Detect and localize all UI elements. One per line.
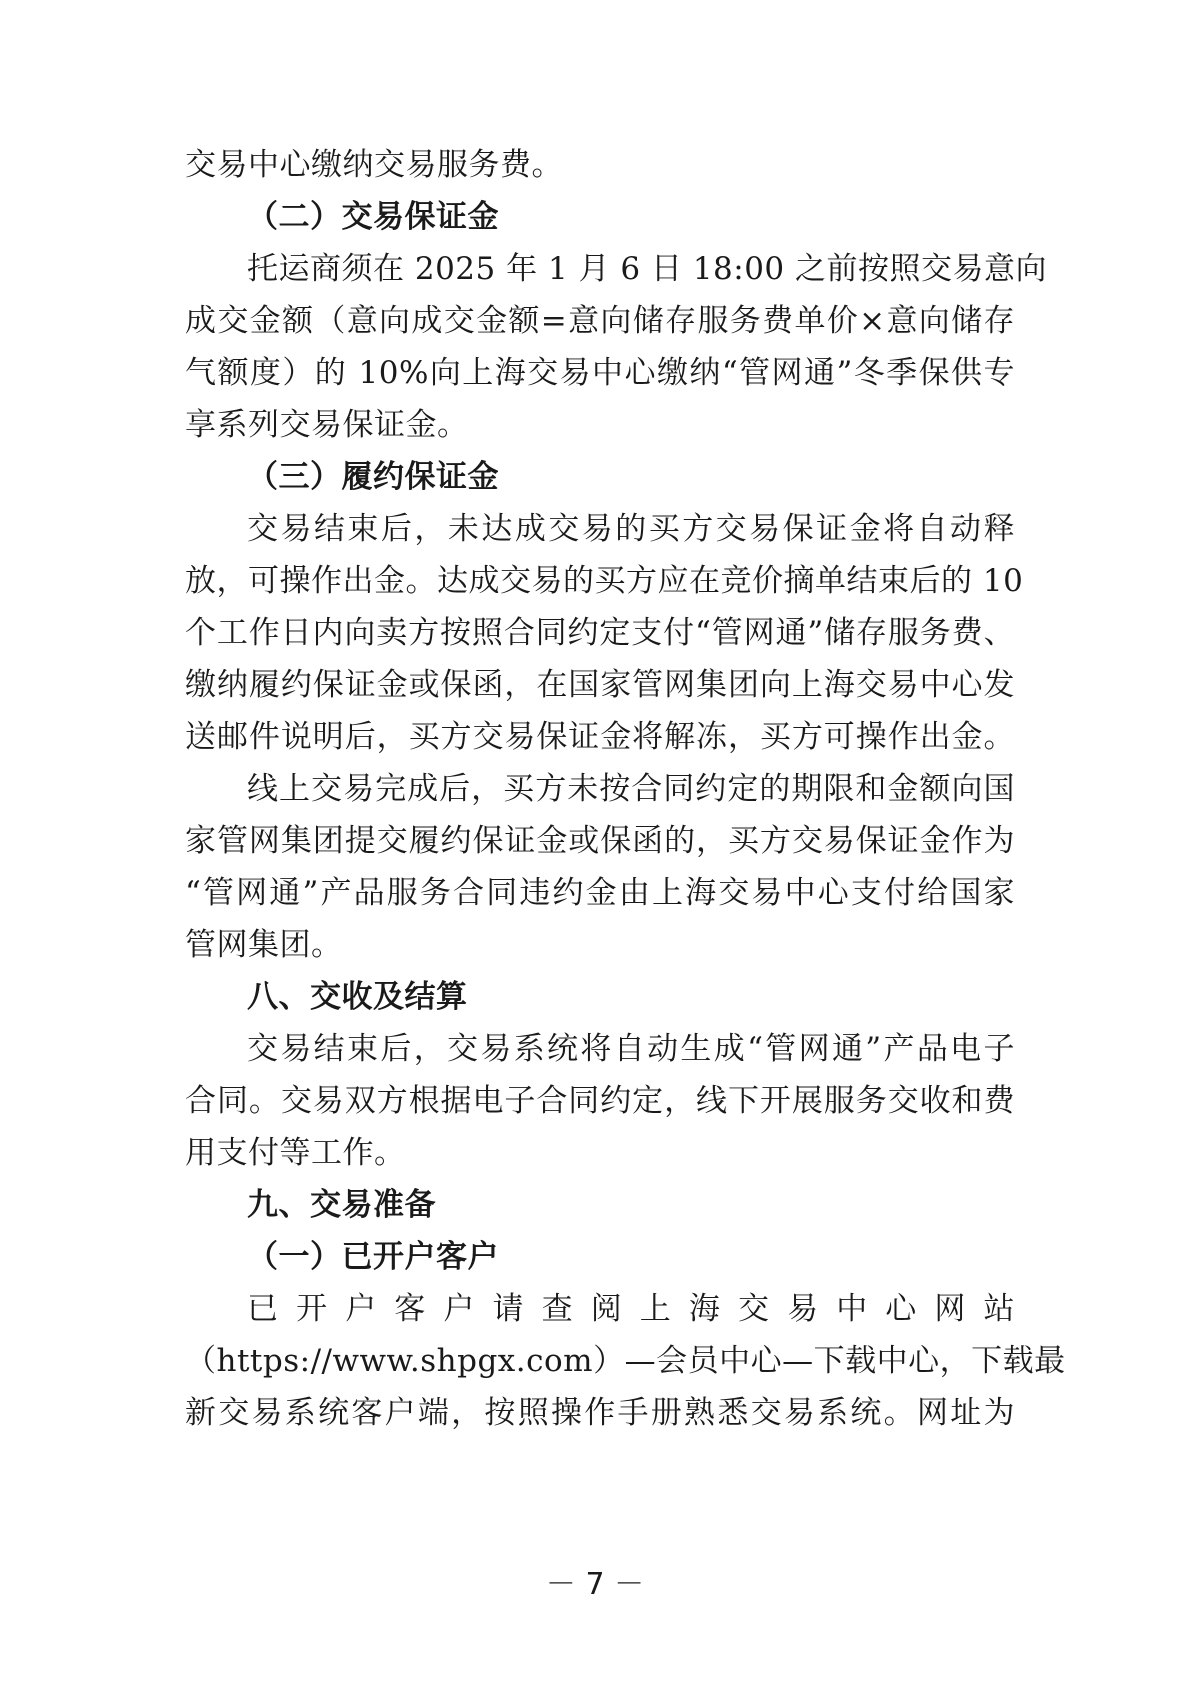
paragraph-line: 交易结束后，未达成交易的买方交易保证金将自动释 [247, 511, 1015, 547]
paragraph-line: 托运商须在 2025 年 1 月 6 日 18:00 之前按照交易意向 [247, 251, 1048, 287]
paragraph-line: 成交金额（意向成交金额=意向储存服务费单价×意向储存 [185, 303, 1015, 339]
paragraph-line: 管网集团。 [185, 927, 343, 963]
paragraph-line: 交易中心缴纳交易服务费。 [185, 147, 563, 183]
paragraph-line: 家管网集团提交履约保证金或保函的，买方交易保证金作为 [185, 823, 1015, 859]
paragraph-line: 缴纳履约保证金或保函，在国家管网集团向上海交易中心发 [185, 667, 1015, 703]
paragraph-line: “管网通”产品服务合同违约金由上海交易中心支付给国家 [185, 875, 1015, 911]
page-number: － 7 － [545, 1567, 645, 1602]
section-heading-delivery-settlement: 八、交收及结算 [247, 979, 468, 1015]
paragraph-line: 个工作日内向卖方按照合同约定支付“管网通”储存服务费、 [185, 615, 1015, 651]
paragraph-line: 放，可操作出金。达成交易的买方应在竞价摘单结束后的 10 [185, 563, 1024, 599]
paragraph-line: 交易结束后，交易系统将自动生成“管网通”产品电子 [247, 1031, 1015, 1067]
paragraph-line: 新交易系统客户端，按照操作手册熟悉交易系统。网址为 [185, 1395, 1015, 1431]
paragraph-line: 用支付等工作。 [185, 1135, 406, 1171]
section-heading-trading-preparation: 九、交易准备 [247, 1187, 436, 1223]
paragraph-line: 享系列交易保证金。 [185, 407, 469, 443]
paragraph-line: 送邮件说明后，买方交易保证金将解冻，买方可操作出金。 [185, 719, 1015, 755]
paragraph-line: 气额度）的 10%向上海交易中心缴纳“管网通”冬季保供专 [185, 355, 1015, 391]
paragraph-line: 合同。交易双方根据电子合同约定，线下开展服务交收和费 [185, 1083, 1015, 1119]
subsection-heading-existing-clients: （一）已开户客户 [247, 1239, 499, 1275]
paragraph-line-with-url: （https://www.shpgx.com）—会员中心—下载中心，下载最 [185, 1343, 1066, 1379]
subsection-heading-trading-deposit: （二）交易保证金 [247, 199, 499, 235]
paragraph-line: 已开户客户请查阅上海交易中心网站 [247, 1291, 1015, 1327]
subsection-heading-performance-deposit: （三）履约保证金 [247, 459, 499, 495]
paragraph-line: 线上交易完成后，买方未按合同约定的期限和金额向国 [247, 771, 1015, 807]
